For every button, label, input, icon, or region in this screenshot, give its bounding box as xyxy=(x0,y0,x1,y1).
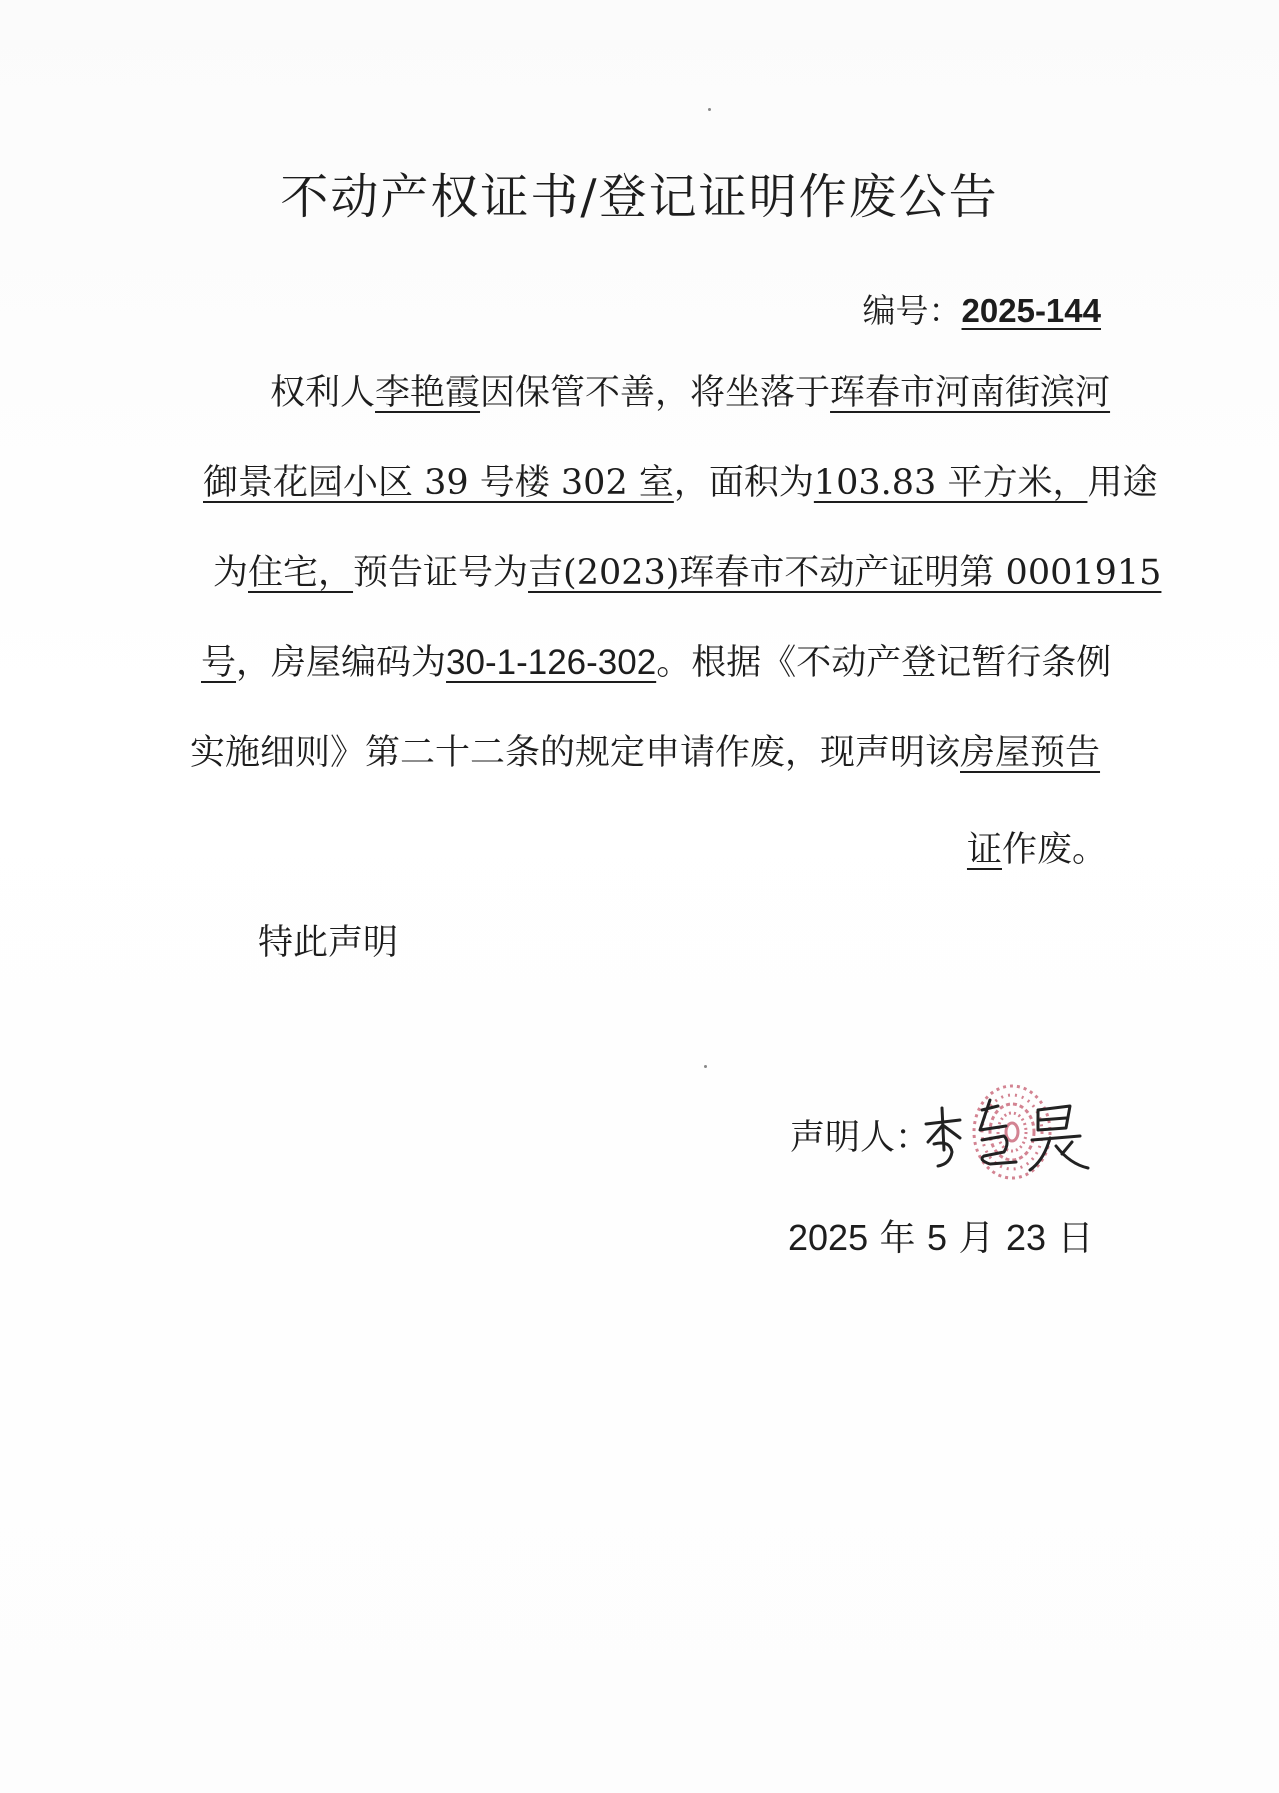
text-rights-holder-label: 权利人 xyxy=(270,373,376,413)
paper-speck xyxy=(704,1065,707,1068)
void-target: 房屋预告 xyxy=(960,733,1101,773)
text-cert-label: 预告证号为 xyxy=(353,553,529,593)
date-day-unit: 日 xyxy=(1057,1218,1094,1259)
date-year-unit: 年 xyxy=(879,1218,916,1259)
text-regulation: 。根据《不动产登记暂行条例 xyxy=(656,643,1112,683)
body-line-2 xyxy=(203,455,1157,505)
text-usage-prefix: 为 xyxy=(213,553,249,593)
body-line-5 xyxy=(190,725,1100,775)
text-area-label: ，面积为 xyxy=(673,463,814,503)
certificate-number-end: 号 xyxy=(201,643,237,683)
text-void: 作废。 xyxy=(1001,830,1107,870)
serial-number xyxy=(863,285,1101,332)
serial-label: 编号： xyxy=(862,291,962,330)
declarant-label: 声明人： xyxy=(790,1118,931,1158)
date-month-unit: 月 xyxy=(958,1218,995,1259)
body-line-4 xyxy=(201,635,1111,685)
owner-name: 李艳霞 xyxy=(375,373,481,413)
text-house-code-label: ，房屋编码为 xyxy=(236,643,447,683)
declaration-date xyxy=(788,1210,1093,1261)
serial-value: 2025-144 xyxy=(961,292,1101,329)
body-line-1 xyxy=(270,365,1110,415)
location-end: 御景花园小区 39 号楼 302 室 xyxy=(203,463,674,503)
body-line-6 xyxy=(967,822,1107,872)
house-code: 30-1-126-302 xyxy=(446,643,657,682)
location-start: 珲春市河南街滨河 xyxy=(830,373,1111,413)
date-month: 5 xyxy=(927,1217,948,1258)
void-target-end: 证 xyxy=(966,830,1002,870)
text-regulation-end: 实施细则》第二十二条的规定申请作废，现声明该 xyxy=(190,733,961,773)
certificate-number: 吉(2023)珲春市不动产证明第 0001915 xyxy=(528,553,1162,593)
page-title: 不动产权证书/登记证明作废公告 xyxy=(280,169,999,225)
text-reason: 因保管不善，将坐落于 xyxy=(480,373,831,413)
date-year: 2025 xyxy=(788,1217,869,1258)
paper-speck xyxy=(708,108,711,111)
area-value: 103.83 平方米， xyxy=(813,463,1088,503)
signature-with-fingerprint xyxy=(920,1080,1100,1190)
body-line-3 xyxy=(213,545,1161,595)
closing-statement: 特此声明 xyxy=(258,923,399,963)
fingerprint-icon xyxy=(974,1086,1050,1178)
text-usage-label: 用途 xyxy=(1087,463,1158,503)
date-day: 23 xyxy=(1005,1217,1047,1258)
usage-value: 住宅， xyxy=(248,553,354,593)
